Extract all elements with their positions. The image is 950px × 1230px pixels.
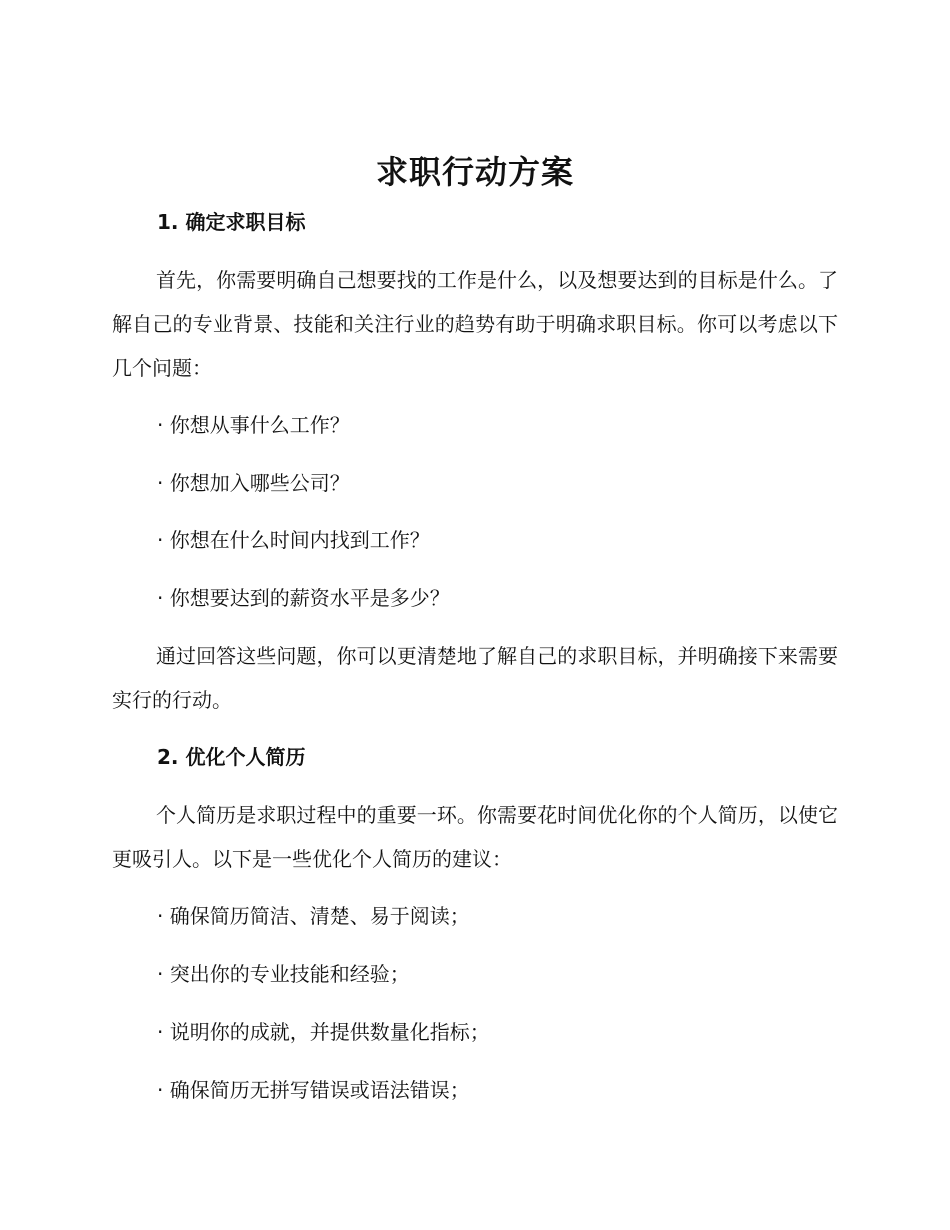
document-title: 求职行动方案 <box>375 153 574 191</box>
section-1-bullet-2: · 你想加入哪些公司？ <box>157 471 350 495</box>
section-heading-1: 1. 确定求职目标 <box>157 210 306 234</box>
section-1-outro-paragraph: 通过回答这些问题，你可以更清楚地了解自己的求职目标，并明确接下来需要实行的行动。 <box>112 644 838 712</box>
section-2-intro-paragraph: 个人简历是求职过程中的重要一环。你需要花时间优化你的个人简历，以使它更吸引人。以下是一些优化个人简历的建议： <box>112 803 838 871</box>
section-2-bullet-2: · 突出你的专业技能和经验； <box>157 962 410 986</box>
section-2-bullet-3: · 说明你的成就，并提供数量化指标； <box>157 1020 490 1044</box>
section-2-bullet-1: · 确保简历简洁、清楚、易于阅读； <box>157 904 470 928</box>
section-1-bullet-3: · 你想在什么时间内找到工作？ <box>157 528 430 552</box>
section-2-bullet-4: · 确保简历无拼写错误或语法错误； <box>157 1078 470 1102</box>
section-heading-2: 2. 优化个人简历 <box>157 745 306 769</box>
section-1-bullet-1: · 你想从事什么工作？ <box>157 413 350 437</box>
section-1-bullet-4: · 你想要达到的薪资水平是多少？ <box>157 586 450 610</box>
section-1-intro-paragraph: 首先，你需要明确自己想要找的工作是什么，以及想要达到的目标是什么。了解自己的专业背景、技能和关注行业的趋势有助于明确求职目标。你可以考虑以下几个问题： <box>112 268 838 380</box>
